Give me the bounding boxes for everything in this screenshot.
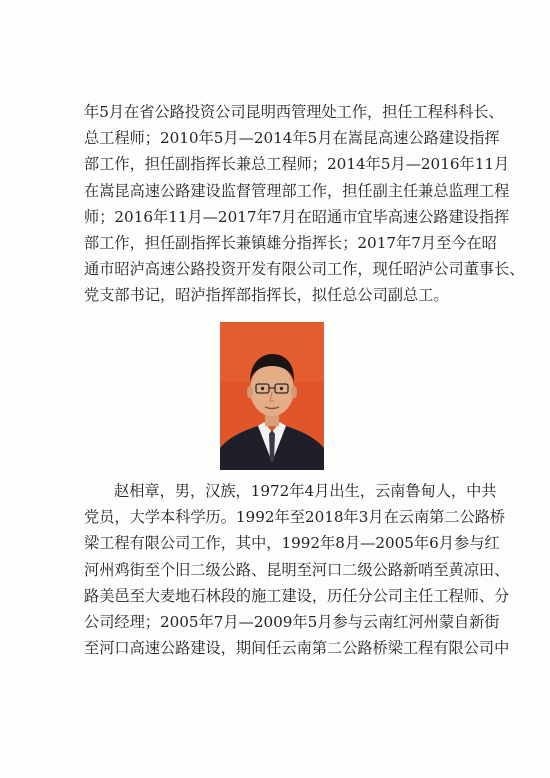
text-line: 年5月在省公路投资公司昆明西管理处工作，担任工程科科长、 (84, 103, 504, 121)
biography-paragraph-zhao-xiangzhang (84, 478, 510, 661)
text-line: 至河口高速公路建设，期间任云南第二公路桥梁工程有限公司中 (84, 639, 510, 658)
text-line: 师；2016年11月—2017年7月在昭通市宜毕高速公路建设指挥 (84, 207, 510, 226)
text-line: 部工作，担任副指挥长兼总工程师；2014年5月—2016年11月 (84, 155, 510, 174)
text-line: 梁工程有限公司工作，其中，1992年8月—2005年6月参与红 (84, 534, 500, 553)
text-line: 党员，大学本科学历。1992年至2018年3月在云南第二公路桥 (84, 508, 506, 527)
text-line: 部工作，担任副指挥长兼镇雄分指挥长；2017年7月至今在昭 (84, 233, 497, 252)
biography-paragraph-previous (84, 99, 525, 309)
text-line: 河州鸡街至个旧二级公路、昆明至河口二级公路新哨至黄凉田、 (84, 560, 510, 579)
text-line: 路美邑至大麦地石林段的施工建设，历任分公司主任工程师、分 (84, 586, 510, 605)
text-line: 赵相章，男，汉族，1972年4月出生，云南鲁甸人，中共 (114, 482, 497, 500)
portrait-illustration (220, 322, 324, 470)
text-line: 总工程师；2010年5月—2014年5月在嵩昆高速公路建设指挥 (84, 129, 500, 148)
text-line: 在嵩昆高速公路建设监督管理部工作，担任副主任兼总监理工程 (84, 181, 510, 200)
text-line: 公司经理；2005年7月—2009年5月参与云南红河州蒙自新街 (84, 612, 500, 631)
text-line: 党支部书记，昭泸指挥部指挥长，拟任总公司副总工。 (84, 286, 449, 305)
text-line: 通市昭泸高速公路投资开发有限公司工作，现任昭泸公司董事长、 (84, 260, 525, 279)
portrait-photo (220, 322, 324, 470)
